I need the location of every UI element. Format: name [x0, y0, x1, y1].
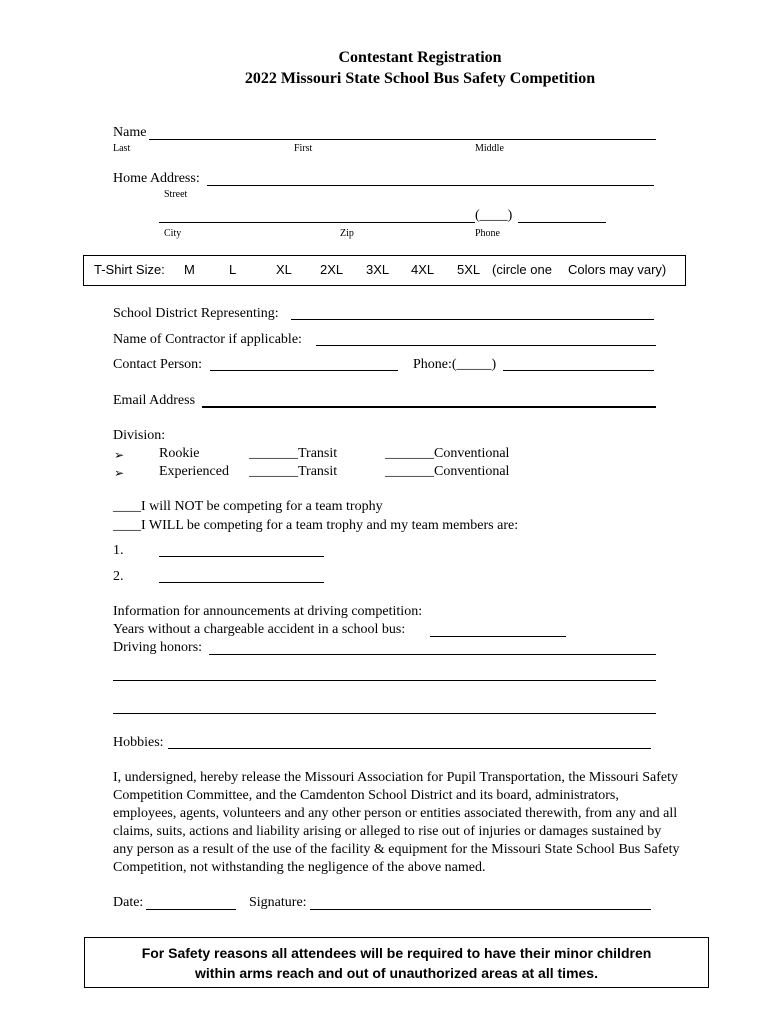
name-input-line[interactable]	[149, 139, 656, 140]
years-accident-free-input-line[interactable]	[430, 636, 566, 637]
size-option[interactable]: M	[184, 262, 195, 277]
address-sub-street: Street	[164, 189, 188, 200]
division-experienced: Experienced	[159, 464, 229, 479]
experienced-conventional-option[interactable]: _______Conventional	[385, 464, 510, 479]
release-line: Competition, not withstanding the negligence of the above named.	[113, 860, 486, 875]
contractor-label: Name of Contractor if applicable:	[113, 332, 302, 347]
hobbies-input-line[interactable]	[168, 748, 651, 749]
signature-input-line[interactable]	[310, 909, 651, 910]
name-sub-middle: Middle	[475, 143, 504, 154]
size-option[interactable]: 3XL	[366, 262, 390, 277]
school-district-input-line[interactable]	[291, 319, 654, 320]
size-option[interactable]: 2XL	[320, 262, 344, 277]
years-accident-free-label: Years without a chargeable accident in a school bus:	[113, 622, 406, 637]
release-line: any person as a result of the use of the facility & equipment for the Missouri State School Bus Safety	[113, 842, 680, 857]
division-rookie: Rookie	[159, 446, 200, 461]
driving-honors-label: Driving honors:	[113, 640, 203, 655]
city-zip-input-line[interactable]	[159, 222, 475, 223]
rookie-conventional-option[interactable]: _______Conventional	[385, 446, 510, 461]
driving-honors-extra-line[interactable]	[113, 713, 656, 714]
date-label: Date:	[113, 895, 144, 910]
street-input-line[interactable]	[207, 185, 654, 186]
arrow-bullet-icon: ➢	[114, 466, 125, 480]
name-label: Name	[113, 125, 147, 140]
home-address-label: Home Address:	[113, 171, 200, 186]
member-2-label: 2.	[113, 569, 124, 584]
hobbies-label: Hobbies:	[113, 735, 164, 750]
date-input-line[interactable]	[146, 909, 236, 910]
contact-person-input-line[interactable]	[210, 370, 398, 371]
size-option[interactable]: XL	[276, 262, 292, 277]
page-subtitle: 2022 Missouri State School Bus Safety Competition	[244, 70, 596, 87]
size-option[interactable]: 5XL	[457, 262, 481, 277]
rookie-transit-option[interactable]: _______Transit	[249, 446, 338, 461]
experienced-transit-option[interactable]: _______Transit	[249, 464, 338, 479]
school-district-label: School District Representing:	[113, 306, 279, 321]
safety-notice-box	[84, 937, 709, 988]
release-line: I, undersigned, hereby release the Missouri Association for Pupil Transportation, the Missouri Safety	[113, 770, 678, 785]
driving-honors-input-line[interactable]	[209, 654, 656, 655]
phone-area-code[interactable]: (____)	[475, 208, 513, 223]
name-sub-last: Last	[113, 143, 131, 154]
member-2-input-line[interactable]	[159, 582, 324, 583]
member-1-label: 1.	[113, 543, 124, 558]
phone-input-line[interactable]	[518, 222, 606, 223]
tshirt-note-colors: Colors may vary)	[568, 262, 667, 277]
email-label: Email Address	[113, 393, 196, 408]
tshirt-note: (circle one	[492, 262, 552, 277]
contact-person-label: Contact Person:	[113, 357, 203, 372]
signature-label: Signature:	[249, 895, 307, 910]
email-input-line[interactable]	[202, 406, 656, 408]
arrow-bullet-icon: ➢	[114, 448, 125, 462]
contractor-input-line[interactable]	[316, 345, 656, 346]
member-1-input-line[interactable]	[159, 556, 324, 557]
tshirt-label: T-Shirt Size:	[94, 262, 165, 277]
tshirt-size-box	[83, 255, 686, 286]
release-line: Competition Committee, and the Camdenton School District and its board, administrators,	[113, 788, 619, 803]
address-sub-city: City	[164, 228, 182, 239]
competing-team-option[interactable]: ____I WILL be competing for a team trophy and my team members are:	[113, 518, 519, 533]
release-line: employees, agents, volunteers and any other person or entities associated therewith, from any and all	[113, 806, 678, 821]
division-label: Division:	[113, 428, 166, 443]
size-option[interactable]: L	[229, 262, 237, 277]
driving-honors-extra-line[interactable]	[113, 680, 656, 681]
release-line: claims, suits, actions and liability arising or alleged to rise out of injuries or damages sustained by	[113, 824, 662, 839]
contact-phone-label[interactable]: Phone:(_____)	[413, 357, 497, 372]
release-paragraph	[113, 769, 729, 877]
announcements-heading: Information for announcements at driving competition:	[113, 604, 423, 619]
not-competing-team-option[interactable]: ____I will NOT be competing for a team trophy	[113, 499, 383, 514]
name-sub-first: First	[294, 143, 313, 154]
page-title: Contestant Registration	[338, 49, 502, 66]
address-sub-zip: Zip	[340, 228, 354, 239]
safety-notice-line1: For Safety reasons all attendees will be required to have their minor children	[141, 945, 652, 961]
contact-phone-input-line[interactable]	[503, 370, 654, 371]
safety-notice-line2: within arms reach and out of unauthorized areas at all times.	[195, 965, 598, 981]
size-option[interactable]: 4XL	[411, 262, 435, 277]
address-sub-phone: Phone	[475, 228, 500, 239]
